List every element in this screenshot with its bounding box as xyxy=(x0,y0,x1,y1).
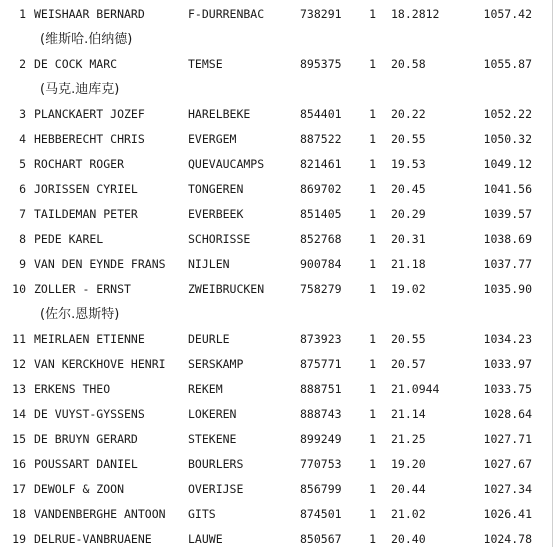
flight-time: 20.55 xyxy=(391,132,426,146)
speed-value: 1033.97 xyxy=(483,357,532,371)
result-rank: 13 xyxy=(12,382,26,396)
result-rank: 8 xyxy=(19,232,26,246)
result-row xyxy=(0,502,552,527)
bird-count: 1 xyxy=(369,257,376,271)
speed-value: 1026.41 xyxy=(483,507,532,521)
ring-number: 874501 xyxy=(300,507,342,521)
bird-count: 1 xyxy=(369,507,376,521)
bird-count: 1 xyxy=(369,182,376,196)
bird-count: 1 xyxy=(369,157,376,171)
fancier-town: OVERIJSE xyxy=(188,482,244,496)
ring-number: 758279 xyxy=(300,282,342,296)
fancier-town: BOURLERS xyxy=(188,457,244,471)
result-rank: 15 xyxy=(12,432,26,446)
flight-time: 20.31 xyxy=(391,232,426,246)
flight-time: 21.02 xyxy=(391,507,426,521)
result-row xyxy=(0,177,552,202)
fancier-town: ZWEIBRUCKEN xyxy=(188,282,265,296)
flight-time: 20.29 xyxy=(391,207,426,221)
result-rank: 7 xyxy=(19,207,26,221)
result-row xyxy=(0,277,552,302)
speed-value: 1033.75 xyxy=(483,382,532,396)
fancier-town: TONGEREN xyxy=(188,182,244,196)
result-rank: 9 xyxy=(19,257,26,271)
result-rank: 10 xyxy=(12,282,26,296)
fancier-town: LOKEREN xyxy=(188,407,237,421)
bird-count: 1 xyxy=(369,407,376,421)
result-row xyxy=(0,2,552,27)
result-rank: 2 xyxy=(19,57,26,71)
fancier-name: JORISSEN CYRIEL xyxy=(34,182,138,196)
result-row xyxy=(0,377,552,402)
bird-count: 1 xyxy=(369,457,376,471)
fancier-name: MEIRLAEN ETIENNE xyxy=(34,332,145,346)
fancier-name: PEDE KAREL xyxy=(34,232,104,246)
result-row xyxy=(0,427,552,452)
result-row xyxy=(0,127,552,152)
speed-value: 1050.32 xyxy=(483,132,532,146)
result-row xyxy=(0,252,552,277)
fancier-name: WEISHAAR BERNARD xyxy=(34,7,145,21)
fancier-town: F-DURRENBAC xyxy=(188,7,265,21)
ring-number: 888743 xyxy=(300,407,342,421)
speed-value: 1037.77 xyxy=(483,257,532,271)
fancier-town: SCHORISSE xyxy=(188,232,251,246)
result-rank: 16 xyxy=(12,457,26,471)
speed-value: 1052.22 xyxy=(483,107,532,121)
result-rank: 11 xyxy=(12,332,26,346)
result-rank: 12 xyxy=(12,357,26,371)
flight-time: 20.57 xyxy=(391,357,426,371)
speed-value: 1027.34 xyxy=(483,482,532,496)
bird-count: 1 xyxy=(369,57,376,71)
bird-count: 1 xyxy=(369,132,376,146)
speed-value: 1038.69 xyxy=(483,232,532,246)
bird-count: 1 xyxy=(369,7,376,21)
speed-value: 1049.12 xyxy=(483,157,532,171)
ring-number: 869702 xyxy=(300,182,342,196)
result-rank: 17 xyxy=(12,482,26,496)
flight-time: 20.40 xyxy=(391,532,426,546)
fancier-town: HARELBEKE xyxy=(188,107,251,121)
chinese-name: (维斯哈.伯纳德) xyxy=(40,32,133,47)
fancier-town: NIJLEN xyxy=(188,257,230,271)
result-row xyxy=(0,202,552,227)
flight-time: 21.25 xyxy=(391,432,426,446)
ring-number: 888751 xyxy=(300,382,342,396)
flight-time: 20.45 xyxy=(391,182,426,196)
ring-number: 895375 xyxy=(300,57,342,71)
result-rank: 14 xyxy=(12,407,26,421)
bird-count: 1 xyxy=(369,432,376,446)
result-rank: 4 xyxy=(19,132,26,146)
speed-value: 1027.67 xyxy=(483,457,532,471)
speed-value: 1039.57 xyxy=(483,207,532,221)
ring-number: 851405 xyxy=(300,207,342,221)
result-row xyxy=(0,402,552,427)
fancier-name: DE BRUYN GERARD xyxy=(34,432,138,446)
ring-number: 821461 xyxy=(300,157,342,171)
result-row xyxy=(0,352,552,377)
fancier-name: HEBBERECHT CHRIS xyxy=(34,132,145,146)
result-rank: 6 xyxy=(19,182,26,196)
fancier-name: VANDENBERGHE ANTOON xyxy=(34,507,166,521)
speed-value: 1028.64 xyxy=(483,407,532,421)
ring-number: 852768 xyxy=(300,232,342,246)
bird-count: 1 xyxy=(369,207,376,221)
result-row xyxy=(0,477,552,502)
flight-time: 19.53 xyxy=(391,157,426,171)
ring-number: 899249 xyxy=(300,432,342,446)
result-rank: 5 xyxy=(19,157,26,171)
result-row xyxy=(0,102,552,127)
ring-number: 770753 xyxy=(300,457,342,471)
alias-row xyxy=(0,302,552,327)
bird-count: 1 xyxy=(369,282,376,296)
fancier-town: TEMSE xyxy=(188,57,223,71)
alias-row xyxy=(0,27,552,52)
fancier-town: REKEM xyxy=(188,382,223,396)
flight-time: 20.55 xyxy=(391,332,426,346)
result-rank: 18 xyxy=(12,507,26,521)
fancier-name: DE COCK MARC xyxy=(34,57,118,71)
fancier-name: ZOLLER - ERNST xyxy=(34,282,131,296)
alias-row xyxy=(0,77,552,102)
results-table xyxy=(0,2,552,552)
flight-time: 21.14 xyxy=(391,407,426,421)
bird-count: 1 xyxy=(369,107,376,121)
result-row xyxy=(0,52,552,77)
fancier-town: STEKENE xyxy=(188,432,237,446)
flight-time: 18.2812 xyxy=(391,7,440,21)
speed-value: 1034.23 xyxy=(483,332,532,346)
ring-number: 738291 xyxy=(300,7,342,21)
fancier-name: VAN DEN EYNDE FRANS xyxy=(34,257,166,271)
fancier-name: DELRUE-VANBRUAENE xyxy=(34,532,152,546)
fancier-name: POUSSART DANIEL xyxy=(34,457,138,471)
fancier-town: EVERBEEK xyxy=(188,207,244,221)
fancier-name: ERKENS THEO xyxy=(34,382,111,396)
speed-value: 1027.71 xyxy=(483,432,532,446)
result-rank: 3 xyxy=(19,107,26,121)
fancier-name: DE VUYST-GYSSENS xyxy=(34,407,145,421)
speed-value: 1035.90 xyxy=(483,282,532,296)
ring-number: 887522 xyxy=(300,132,342,146)
result-rank: 1 xyxy=(19,7,26,21)
fancier-town: DEURLE xyxy=(188,332,230,346)
ring-number: 856799 xyxy=(300,482,342,496)
bird-count: 1 xyxy=(369,382,376,396)
fancier-name: VAN KERCKHOVE HENRI xyxy=(34,357,166,371)
fancier-town: QUEVAUCAMPS xyxy=(188,157,265,171)
chinese-name: (佐尔.恩斯特) xyxy=(40,307,120,322)
result-row xyxy=(0,152,552,177)
flight-time: 20.22 xyxy=(391,107,426,121)
speed-value: 1041.56 xyxy=(483,182,532,196)
ring-number: 875771 xyxy=(300,357,342,371)
chinese-name: (马克.迪库克) xyxy=(40,82,120,97)
fancier-name: ROCHART ROGER xyxy=(34,157,125,171)
result-row xyxy=(0,327,552,352)
flight-time: 19.02 xyxy=(391,282,426,296)
flight-time: 21.0944 xyxy=(391,382,440,396)
flight-time: 20.58 xyxy=(391,57,426,71)
fancier-town: SERSKAMP xyxy=(188,357,244,371)
fancier-town: EVERGEM xyxy=(188,132,237,146)
ring-number: 873923 xyxy=(300,332,342,346)
result-row xyxy=(0,452,552,477)
fancier-town: LAUWE xyxy=(188,532,223,546)
speed-value: 1055.87 xyxy=(483,57,532,71)
ring-number: 854401 xyxy=(300,107,342,121)
flight-time: 20.44 xyxy=(391,482,426,496)
speed-value: 1057.42 xyxy=(483,7,532,21)
fancier-name: DEWOLF & ZOON xyxy=(34,482,125,496)
ring-number: 850567 xyxy=(300,532,342,546)
bird-count: 1 xyxy=(369,232,376,246)
bird-count: 1 xyxy=(369,482,376,496)
bird-count: 1 xyxy=(369,332,376,346)
bird-count: 1 xyxy=(369,532,376,546)
result-rank: 19 xyxy=(12,532,26,546)
fancier-name: TAILDEMAN PETER xyxy=(34,207,138,221)
speed-value: 1024.78 xyxy=(483,532,532,546)
flight-time: 19.20 xyxy=(391,457,426,471)
fancier-name: PLANCKAERT JOZEF xyxy=(34,107,145,121)
bird-count: 1 xyxy=(369,357,376,371)
flight-time: 21.18 xyxy=(391,257,426,271)
fancier-town: GITS xyxy=(188,507,216,521)
result-row xyxy=(0,227,552,252)
ring-number: 900784 xyxy=(300,257,342,271)
result-row xyxy=(0,527,552,552)
